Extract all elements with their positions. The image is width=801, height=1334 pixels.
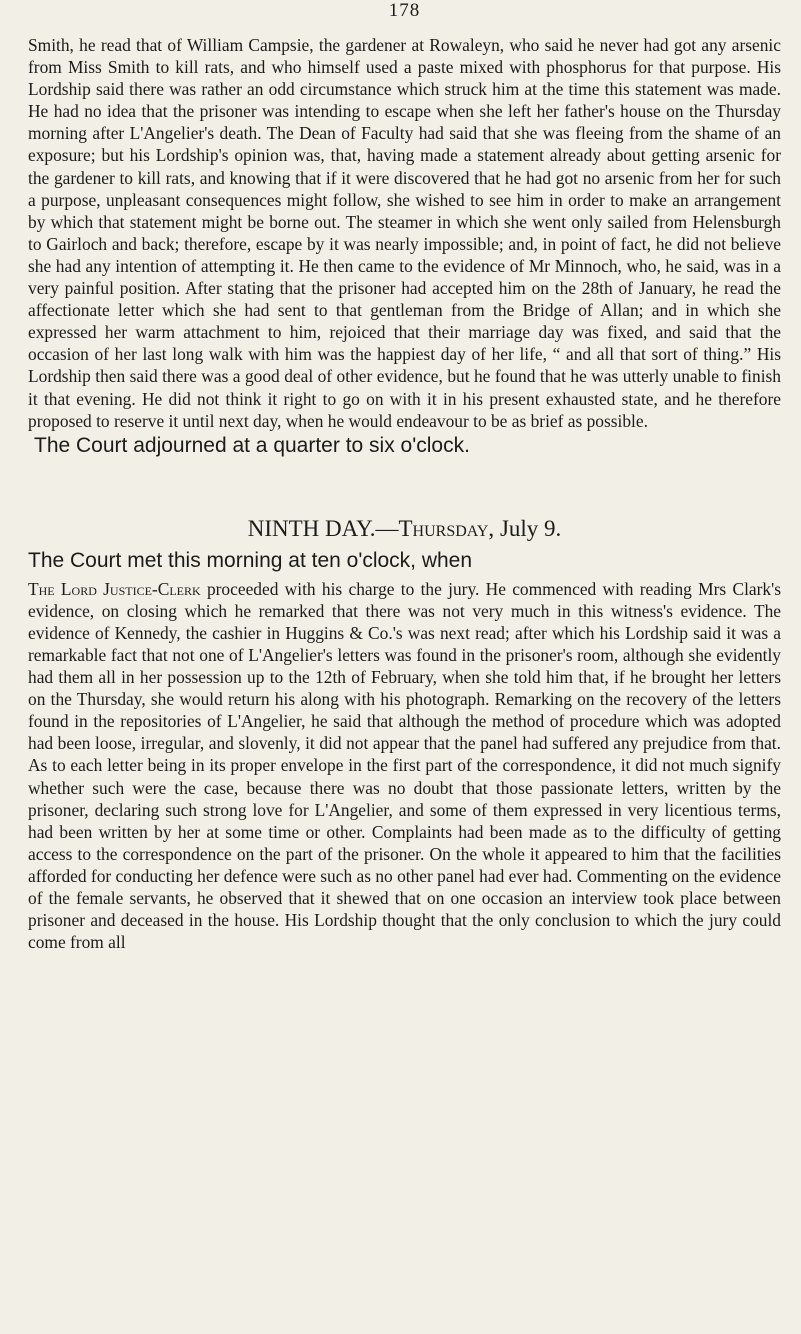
day-dash: —: [375, 515, 399, 541]
day-heading: [28, 516, 781, 542]
paragraph-summing-up: Smith, he read that of William Campsie, the gardener at Rowaleyn, who said he never had got any arsenic from Miss Smith to kill rats, and who himself used a paste mixed with phosphorus for that purpose. His Lordship said there was rather an odd circumstance which struck him at the time this statement was made. He had no idea that the prisoner was intending to escape when she left her father's house on the Thursday morning after L'Angelier's death. The Dean of Faculty had said that she was fleeing from the shame of an exposure; but his Lordship's opinion was, that, having made a statement already about getting arsenic for the gardener to kill rats, and knowing that if it were discovered that he had got no arsenic from her for such a purpose, unpleasant consequences might follow, she wished to see him in order to make an arrangement by which that statement might be borne out. The steamer in which she went only sailed from Helensburgh to Gairloch and back; therefore, escape by it was nearly impossible; and, in point of fact, he did not believe she had any intention of attempting it. He then came to the evidence of Mr Minnoch, who, he said, was in a very painful position. After stating that the prisoner had accepted him on the 28th of January, he read the affectionate letter which she had sent to that gentleman from the Bridge of Allan; and in which she expressed her warm attachment to him, rejoiced that their marriage day was fixed, and said that the occasion of her last long walk with him was the happiest day of her life, “ and all that sort of thing.” His Lordship then said there was a good deal of other evidence, but he found that he was utterly unable to finish it that evening. He did not think it right to go on with it in his present exhausted state, and he therefore proposed to reserve it until next day, when he would endeavour to be as brief as possible.: [28, 35, 781, 431]
charge-text: proceeded with his charge to the jury. He commenced with reading Mrs Clark's evidence, on closing which he remarked that there was not very much in this witness's evidence. The evidence of Kennedy, the cashier in Huggins & Co.'s was next read; after which his Lordship said it was a remarkable fact that not one of L'Angelier's letters was found in the prisoner's room, although she evidently had them all in her possession up to the 12th of February, when she told him that, if he brought her letters on the Thursday, she would return his along with his photograph. Remarking on the recovery of the letters found in the repositories of L'Angelier, he said that although the method of procedure which was adopted had been loose, irregular, and slovenly, it did not appear that the panel had suffered any prejudice from that. As to each letter being in its proper envelope in the first part of the correspondence, it did not much signify whether such were the case, because there was no doubt that those passionate letters, written by the prisoner, declaring such strong love for L'Angelier, and some of them expressed in very licentious terms, had been written by her at some time or other. Complaints had been made as to the difficulty of getting access to the correspondence on the part of the prisoner. On the whole it appeared to him that the facilities afforded for conducting her defence were such as no other panel had ever had. Commenting on the evidence of the female servants, he observed that it shewed that on one occasion an interview took place between prisoner and deceased in the house. His Lordship thought that the only conclusion to which the jury could come from all: [28, 578, 782, 953]
adjournment-notice: The Court adjourned at a quarter to six o'clock.: [34, 433, 470, 457]
day-date: July 9.: [499, 515, 562, 541]
day-title: NINTH DAY.: [247, 515, 376, 541]
paragraph-charge: [28, 578, 781, 954]
court-met-notice: The Court met this morning at ten o'clock, when: [28, 548, 473, 572]
lord-justice-clerk: The Lord Justice-Clerk: [28, 578, 201, 599]
page-number: 178: [388, 0, 421, 21]
day-weekday: Thursday,: [398, 515, 495, 541]
